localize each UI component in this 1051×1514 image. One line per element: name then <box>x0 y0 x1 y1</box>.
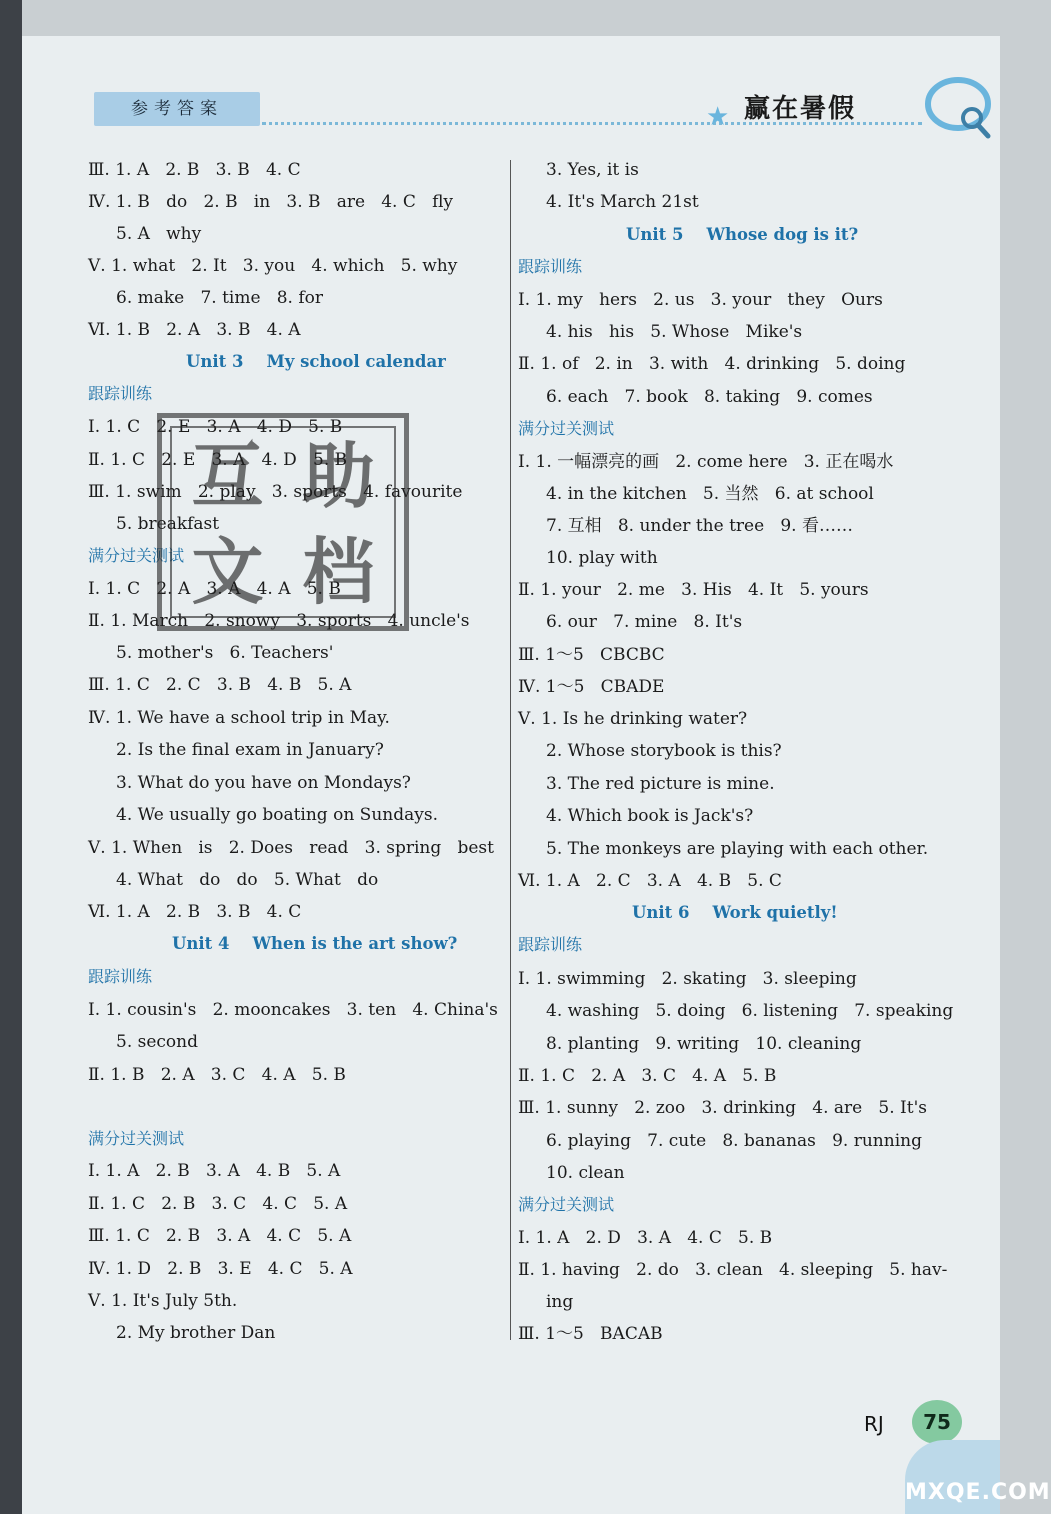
answer-line: Ⅴ. 1. It's July 5th. <box>88 1291 238 1311</box>
section-heading: 满分过关测试 <box>88 1129 185 1148</box>
stamp-char: 互 <box>191 434 264 518</box>
answer-line: 4. Which book is Jack's? <box>546 806 754 826</box>
unit-heading: Unit 4 When is the art show? <box>172 934 458 953</box>
edition-label: RJ <box>864 1412 884 1436</box>
answer-line: Ⅱ. 1. C 2. B 3. C 4. C 5. A <box>88 1194 348 1214</box>
abc-magnifier-logo <box>924 74 996 140</box>
answer-line: 10. play with <box>546 548 658 568</box>
answer-line: 5. second <box>116 1032 198 1052</box>
answer-line: Ⅴ. 1. When is 2. Does read 3. spring best <box>88 838 494 858</box>
answer-line: 4. in the kitchen 5. 当然 6. at school <box>546 484 874 504</box>
answer-line: 4. We usually go boating on Sundays. <box>116 805 438 825</box>
answer-line: Ⅱ. 1. B 2. A 3. C 4. A 5. B <box>88 1065 346 1085</box>
section-heading: 满分过关测试 <box>88 546 185 565</box>
answer-line: Ⅱ. 1. C 2. A 3. C 4. A 5. B <box>518 1066 777 1086</box>
answer-line: Ⅲ. 1. C 2. C 3. B 4. B 5. A <box>88 675 352 695</box>
answer-line: Ⅰ. 1. C 2. E 3. A 4. D 5. B <box>88 417 343 437</box>
answer-line: ing <box>546 1292 574 1312</box>
answer-line: 5. The monkeys are playing with each other. <box>546 839 929 859</box>
stamp-char: 文 <box>191 530 264 614</box>
page-number-badge: 75 <box>912 1400 962 1444</box>
answer-line: Ⅱ. 1. having 2. do 3. clean 4. sleeping 5. hav- <box>518 1260 948 1280</box>
answer-line: Ⅰ. 1. my hers 2. us 3. your they Ours <box>518 290 883 310</box>
answer-line: 2. My brother Dan <box>116 1323 276 1343</box>
answer-line: Ⅳ. 1. B do 2. B in 3. B are 4. C fly <box>88 192 454 212</box>
answer-line: Ⅲ. 1～5 CBCBC <box>518 645 665 665</box>
answer-line: Ⅰ. 1. cousin's 2. mooncakes 3. ten 4. China's <box>88 1000 498 1020</box>
unit-heading: Unit 6 Work quietly! <box>632 903 838 922</box>
answer-line: Ⅳ. 1. We have a school trip in May. <box>88 708 390 728</box>
answer-line: 6. each 7. book 8. taking 9. comes <box>546 387 873 407</box>
answer-line: Ⅱ. 1. C 2. E 3. A 4. D 5. B <box>88 450 348 470</box>
answer-line: 6. our 7. mine 8. It's <box>546 612 743 632</box>
answer-line: 2. Whose storybook is this? <box>546 741 782 761</box>
answer-line: 4. What do do 5. What do <box>116 870 379 890</box>
answer-line: 8. planting 9. writing 10. cleaning <box>546 1034 862 1054</box>
watermark-stamp <box>157 413 409 631</box>
answer-line: 5. A why <box>116 224 202 244</box>
answer-line: 3. What do you have on Mondays? <box>116 773 411 793</box>
answer-line: 2. Is the final exam in January? <box>116 740 384 760</box>
answer-line: Ⅱ. 1. of 2. in 3. with 4. drinking 5. doing <box>518 354 906 374</box>
answer-line: Ⅱ. 1. your 2. me 3. His 4. It 5. yours <box>518 580 869 600</box>
answer-line: 10. clean <box>546 1163 625 1183</box>
answer-line: Ⅰ. 1. C 2. A 3. A 4. A 5. B <box>88 579 341 599</box>
answer-line: Ⅲ. 1. swim 2. play 3. sports 4. favourite <box>88 482 463 502</box>
answer-line: 7. 互相 8. under the tree 9. 看…… <box>546 516 853 536</box>
answer-line: Ⅲ. 1. sunny 2. zoo 3. drinking 4. are 5. It's <box>518 1098 927 1118</box>
answer-line: Ⅵ. 1. B 2. A 3. B 4. A <box>88 320 301 340</box>
section-heading: 跟踪训练 <box>88 384 153 403</box>
answer-line: Ⅲ. 1. C 2. B 3. A 4. C 5. A <box>88 1226 352 1246</box>
answer-line: Ⅰ. 1. A 2. B 3. A 4. B 5. A <box>88 1161 341 1181</box>
section-heading: 满分过关测试 <box>518 419 615 438</box>
answer-line: 4. It's March 21st <box>546 192 699 212</box>
answer-line: Ⅰ. 1. 一幅漂亮的画 2. come here 3. 正在喝水 <box>518 452 894 472</box>
brand-title: 赢在暑假 <box>744 94 857 124</box>
answer-line: 4. his his 5. Whose Mike's <box>546 322 803 342</box>
book-spine <box>0 0 22 1514</box>
column-divider <box>510 160 511 1340</box>
answer-line: Ⅰ. 1. swimming 2. skating 3. sleeping <box>518 969 857 989</box>
answer-line: 6. make 7. time 8. for <box>116 288 324 308</box>
unit-heading: Unit 5 Whose dog is it? <box>626 225 859 244</box>
section-heading: 跟踪训练 <box>518 935 583 954</box>
section-heading: 跟踪训练 <box>88 967 153 986</box>
answer-line: Ⅵ. 1. A 2. C 3. A 4. B 5. C <box>518 871 782 891</box>
answer-line: Ⅵ. 1. A 2. B 3. B 4. C <box>88 902 302 922</box>
answer-line: Ⅴ. 1. what 2. It 3. you 4. which 5. why <box>88 256 458 276</box>
stamp-char: 助 <box>302 434 375 518</box>
answer-line: Ⅰ. 1. A 2. D 3. A 4. C 5. B <box>518 1228 773 1248</box>
answer-line: Ⅱ. 1. March 2. snowy 3. sports 4. uncle's <box>88 611 470 631</box>
section-heading: 跟踪训练 <box>518 257 583 276</box>
answer-line: 5. breakfast <box>116 514 220 534</box>
header-tab-label: 参考答案 <box>94 92 260 126</box>
unit-heading: Unit 3 My school calendar <box>186 352 446 371</box>
answer-line: 4. washing 5. doing 6. listening 7. speaking <box>546 1001 954 1021</box>
site-watermark: MXQE.COM <box>905 1480 1051 1505</box>
answer-line: Ⅳ. 1. D 2. B 3. E 4. C 5. A <box>88 1259 353 1279</box>
answer-line: Ⅳ. 1～5 CBADE <box>518 677 665 697</box>
answer-line: 3. The red picture is mine. <box>546 774 775 794</box>
answer-line: 6. playing 7. cute 8. bananas 9. running <box>546 1131 922 1151</box>
stamp-char: 档 <box>302 530 375 614</box>
answer-line: 5. mother's 6. Teachers' <box>116 643 334 663</box>
answer-line: Ⅲ. 1. A 2. B 3. B 4. C <box>88 160 301 180</box>
answer-line: Ⅲ. 1～5 BACAB <box>518 1324 663 1344</box>
star-icon: ★ <box>706 102 730 132</box>
answer-line: 3. Yes, it is <box>546 160 639 180</box>
section-heading: 满分过关测试 <box>518 1195 615 1214</box>
answer-line: Ⅴ. 1. Is he drinking water? <box>518 709 748 729</box>
